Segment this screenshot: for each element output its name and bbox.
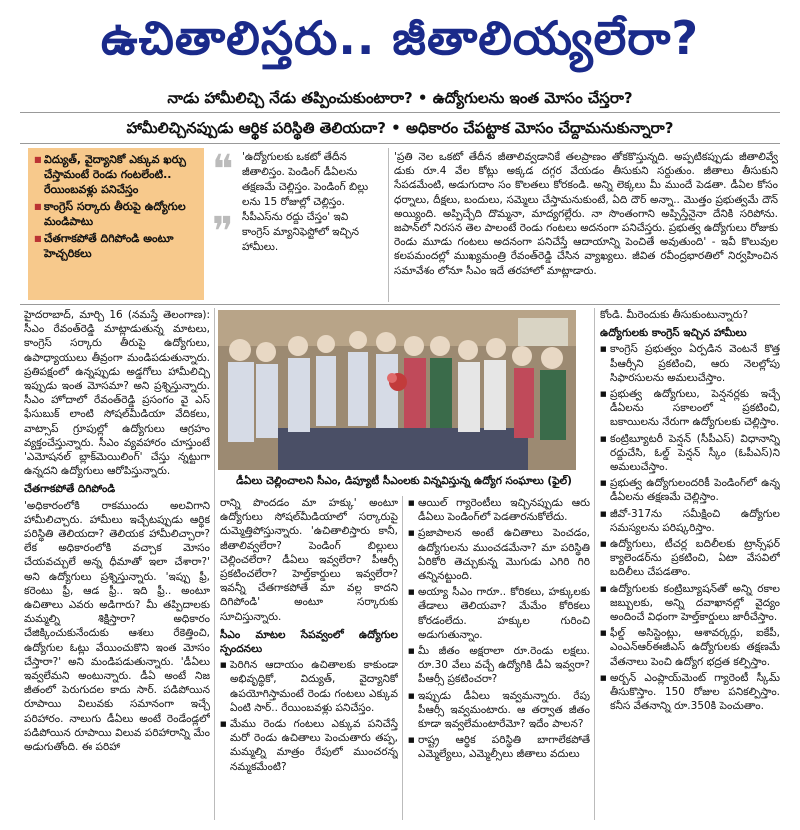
list-item: ■ ఆయిల్ గ్యారెంటీలు ఇచ్చినప్పుడు ఆరు డీఏలు పెండింగ్‌లో పెడతారనుకోలేదు.: [408, 496, 590, 524]
column-2: [220, 496, 398, 822]
list-item: ■ మీ జీతం అక్షరాలా రూ.రెండు లక్షలు. రూ.30 వేలు వచ్చే ఉద్యోగికి డీఏ ఇవ్వరా? పీఆర్సీ ప్రకటించరా?: [408, 644, 590, 687]
list-item: ■ ఫీల్డ్ అసిస్టెంట్లు, ఆశావర్కర్లు, ఐకేపీ, ఎంఎన్ఆర్ఈజీఎస్ ఉద్యోగులకు తక్షణమే వేతనాలు పెంచి ఉద్యోగ భద్రత కల్పిస్తాం.: [600, 626, 780, 669]
article-body: రాన్ని పొందడం మా హక్కు' అంటూ ఉద్యోగులు సోషల్‌మీడియాలో సర్కారుపై దుమ్మెత్తిపోస్తున్నారు. 'ఉచితాలిస్తారు కానీ, జీతాలివ్వలేరా? పెండింగ్ బిల్లులు చెల్లించలేరా? డీఏలు ఇవ్వలేరా? పీఆర్సీ ప్రకటించలేరా? హెల్త్‌కార్డులు ఇవ్వలేరా? ఇవన్నీ చేతగాకపోతే మా వల్ల కాదని దిగిపోండి' అంటూ సర్కారుకు సూచిస్తున్నారు.: [220, 497, 398, 623]
column-divider: [402, 496, 403, 820]
list-item: ■ పెరిగిన ఆదాయం ఉచితాలకు కాకుండా అభివృద్ధికో, విద్యుత్, వైద్యానికో ఉపయోగిస్తామంటే రెండు గంటలు ఎక్కువ ఏంటి సార్.. రేయింబవళ్లు పనిచేస్తం.: [220, 658, 398, 715]
list-item: ■ అర్బన్ ఎంప్లాయ్‌మెంట్ గ్యారెంటీ స్కీమ్ తీసుకొస్తాం. 150 రోజుల పనికల్పిస్తాం. కనీస వేతనాన్ని రూ.350కి పెంచుతాం.: [600, 671, 780, 714]
list-item: ■ ఇప్పుడు డీఏలు ఇవ్వమన్నారు. రేపు పీఆర్సీ ఇవ్వమంటారు. ఆ తర్వాత జీతం కూడా ఇవ్వలేమంటారేమో? ఇదేం పాలన?: [408, 689, 590, 732]
kicker-box: [28, 148, 204, 300]
list-item: ■ అయ్యా సీఎం గారూ.. కోరికలు, హక్కులకు తేడాలు తెలియవా? మేమేం కోరికలు కోరడంలేదు. హక్కుల గురించి అడుగుతున్నాం.: [408, 585, 590, 642]
kicker-item: ■ చేతగాకపోతే దిగిపోండి అంటూ హెచ్చరికలు: [34, 231, 198, 261]
column-divider: [214, 308, 215, 820]
quote-text: 'ఉద్యోగులకు ఒకటో తేదీన జీతాలిస్తం. పెండింగ్ డీఏలను తక్షణమే చెల్లిస్తం. పెండింగ్ బిల్లు లను 15 రోజుల్లో చెల్లిస్తం. సీపీఎస్‌ను రద్దు చేస్తం' ఇవి కాంగ్రెస్ మ్యానిఫెస్టోలో ఇచ్చిన హామీలు.: [242, 151, 369, 253]
column-divider: [594, 308, 595, 820]
list-item: ■ కంట్రిబ్యూటరీ పెన్షన్ (సీపీఎస్) విధానాన్ని రద్దుచేసి, ఓల్డ్ పెన్షన్ స్కీం (ఓపీఎస్)ని అమలుచేస్తాం.: [600, 432, 780, 475]
list-item: ■ మేము రెండు గంటలు ఎక్కువ పనిచేస్తే మరో రెండు ఉచితాలు పెంచుతారు తప్ప, మమ్మల్ని మాత్రం రేపులో ముంచరన్న నమ్మకమేంటి?: [220, 717, 398, 774]
article-intro: హైదరాబాద్, మార్చి 16 (నమస్తే తెలంగాణ): సీఎం రేవంత్‌రెడ్డి మాట్లాడుతున్న మాటలు, కాంగ్రెస్ సర్కారు తీరుపై ఉద్యోగులు, ఉపాధ్యాయులు తీవ్రంగా మండిపడుతున్నారు. ప్రతిపక్షంలో ఉన్నప్పుడు అడ్డగోలు హామీలిచ్చి ఇప్పుడు ఇంత మోసమా? అని ప్రశ్నిస్తున్నారు. సీఎం హోదాలో రేవంత్‌రెడ్డి ప్రసంగం వై ఎస్ ఫేసుబుక్ లాంటి సోషల్‌మీడియా వేదికలు, వాట్సాప్ గ్రూపుల్లో ఉద్యోగులు ఆగ్రహం వ్యక్తంచేస్తున్నారు. సీఎం వ్యవహారం చూస్తుంటే 'ఎమోషనల్ బ్లాక్‌మెయిలింగ్' చేస్తు న్నట్టుగా ఉన్నదని ఉద్యోగులు ఆరోపిస్తున్నారు.: [24, 309, 210, 478]
list-item: ■ ప్రభుత్వ ఉద్యోగులు, పెన్షనర్లకు ఇచ్చే డీఏలను సకాలంలో ప్రకటించి, బకాయిలను నేరుగా ఉద్యోగులకు చెల్లిస్తాం.: [600, 387, 780, 430]
list-item: ■ ప్రజాపాలన అంటే ఉచితాలు పెంచడం, ఉద్యోగులను ముంచడమేనా? మా పరిస్థితి ఏరికోరి తెచ్చుకున్న మొగుడు ఎగిరి గిరి తన్నినట్టుంది.: [408, 526, 590, 583]
column-divider: [388, 148, 389, 302]
list-item: ■ జీవో-317ను సమీక్షించి ఉద్యోగుల సమస్యలను పరిష్కరిస్తాం.: [600, 507, 780, 535]
cm-remarks-paragraph: 'ప్రతి నెల ఒకటో తేదీన జీతాలివ్వడానికే తలప్రాణం తోకకొస్తున్నది. అప్పటికప్పుడు జీతాలివ్వే డుకు రూ.4 వేల కోట్లు అక్కడ దగ్గర వేయడం తీసుకుని సర్దుతుం. జీతాలు తీసుకుని సేపడమేంటి, అడుగుదాం సం కొలతలు కోరకండి. అన్ని లెక్కలు మీ ముందే పెడతా. డీఏల కోసం ధర్నాలు, దీక్షలు, బందులు, సమ్మెలు చేస్తామనుకుంటే, ఏది దౌర్ అన్నా.. మొత్తం ప్రభుత్వమే దౌన్ అయ్యింది. అప్పిచ్చేది దొమ్మనా, మాద్యగల్లేరు. నా సొంతంగాని అప్పిస్తేనైనా దేనికి సరిపోను. జపాన్‌లో నిరసన తెల పాలంటే రెండు గంటలు అదనంగా పనిచేస్తరు. ప్రభుత్వ ఉద్యోగులు రోజుకు రెండు మూడు గంటలు అదనంగా పనిచేస్తే ఆదాయాన్ని పెంచితే అవుతుంది' - ఇవీ కొలువుల కలపమందల్లో ముఖ్యమంత్రి రేవంత్‌రెడ్డి చేసిన వ్యాఖ్యలు. జీవిత రవీంద్రభారతిలో నిర్వహించిన సమావేశం లోనూ సీఎం ఇదే తరహాలో మాట్లాడారు.: [394, 151, 778, 277]
kicker-item: ■ విద్యుత్, వైద్యానికో ఎక్కువ ఖర్చు చేస్తామంటే రెండు గంటలేంటి.. రేయింబవళ్లు పనిచేస్తం: [34, 152, 198, 197]
photo-caption: డీఏలు చెల్లించాలని సీఎం, డిప్యూటీ సీఎంలకు విన్నవిస్తున్న ఉద్యోగ సంఘాలు (ఫైల్): [236, 475, 572, 487]
quote-block: [212, 150, 382, 302]
kicker-item: ■ కాంగ్రెస్ సర్కారు తీరుపై ఉద్యోగుల మండిపాటు: [34, 199, 198, 229]
news-photo: [218, 310, 576, 470]
top-right-text: [394, 150, 778, 302]
column-1: [24, 308, 210, 822]
headline: ఉచితాలిస్తరు.. జీతాలియ్యలేరా?: [100, 11, 700, 65]
quote-mark-icon: ❝: [212, 150, 234, 193]
list-item: ■ ప్రభుత్వ ఉద్యోగులందరికీ పెండింగ్‌లో ఉన్న డీఏలను తక్షణమే చెల్లిస్తాం.: [600, 476, 780, 504]
section-heading: సీఎం మాటల సేపవ్వంలో ఉద్యోగుల స్పందనలు: [220, 628, 398, 656]
subheadline-1: నాడు హామీలిచ్చి నేడు తప్పించుకుంటారా? • ఉద్యోగులను ఇంత మోసం చేస్తరా?: [167, 89, 633, 107]
list-item: ■ ఉద్యోగులు, టీచర్ల బదిలీలకు ట్రాన్స్‌ఫర్ క్యాలెండర్‌ను ప్రకటించి, ఏటా వేసవిలో బదిలీలు చేపడతాం.: [600, 537, 780, 580]
article-body: కోండి. మీరెందుకు తీసుకుంటున్నారు?: [600, 309, 749, 321]
group-photo-image: [218, 310, 576, 470]
list-item: ■ ఉద్యోగులకు కంట్రిబ్యూషన్‌తో అన్ని రకాల జబ్బులకు, అన్ని దవాఖానల్లో వైద్యం అందించే విధంగా హెల్త్‌కార్డులు జారీచేస్తాం.: [600, 582, 780, 625]
column-4: [600, 308, 780, 822]
divider: [20, 304, 780, 305]
subheadline-2: హామీలిచ్చినప్పుడు ఆర్థిక పరిస్థితి తెలియదా? • అధికారం చేపట్టాక మోసం చేద్దామనుకున్నారా?: [126, 119, 674, 137]
section-heading: ఉద్యోగులకు కాంగ్రెస్ ఇచ్చిన హామీలు: [600, 327, 747, 340]
divider: [20, 112, 780, 113]
list-item: ■ రాష్ట్ర ఆర్థిక పరిస్థితి బాగాలేకపోతే ఎమ్మెల్యేలు, ఎమ్మెల్సీలు జీతాలు వదులు: [408, 733, 590, 761]
section-heading: చేతగాకపోతే దిగిపోండి: [24, 483, 116, 496]
list-item: ■ కాంగ్రెస్ ప్రభుత్వం ఏర్పడిన వెంటనే కొత్త పీఆర్సీని ప్రకటించి, ఆరు నెలల్లోపు సిఫారసులను అమలుచేస్తాం.: [600, 342, 780, 385]
quote-mark-icon: ❞: [212, 209, 234, 255]
column-3: [408, 496, 590, 822]
article-body: 'అధికారంలోకి రాకముందు అలవిగాని హామీలిచ్చారు. హామీలు ఇచ్చేటప్పుడు ఆర్థిక పరిస్థితి తెలియదా? తెలియక హామీలిచ్చారా? లేక అధికారంలోకి వచ్చాక మోసం చేయవచ్చులే అన్న ధీమాతో ఇలా చేశారా?' అని ఉద్యోగులు ప్రశ్నిస్తున్నారు. 'ఇప్పు ఫ్రీ, కరెంటు ఫ్రీ, ఆడ ఫ్రీ.. ఇది ఫ్రీ.. అంటూ ఉచితాలు ఎవరు అడిగారు? మీ తప్పిదాలకు మమ్మల్ని శిక్షిస్తారా? అధికారం చేజిక్కించుకునేందుకు ఆశలు రేకెత్తించి, ఉద్యోగుల ఓట్లు వేయించుకొని ఇంత మోసం చేస్తారా?' అని మండిపడుతున్నారు. 'డీఏలు ఇవ్వలేమని అంటున్నారు. డీఏ అంటే నిజ జీతంలో పెరుగుదల కాదు సార్. పడిపోయిన రూపాయి విలువకు సమానంగా ఇచ్చే పరిహారం. నాలుగు డీఏలు అంటే రెండేండ్లలో పడిపోయిన రూపాయి విలువ పరిహారాన్ని మేం అడుగుతోంది. ఈ పరిహా: [24, 499, 210, 754]
divider: [20, 143, 780, 144]
